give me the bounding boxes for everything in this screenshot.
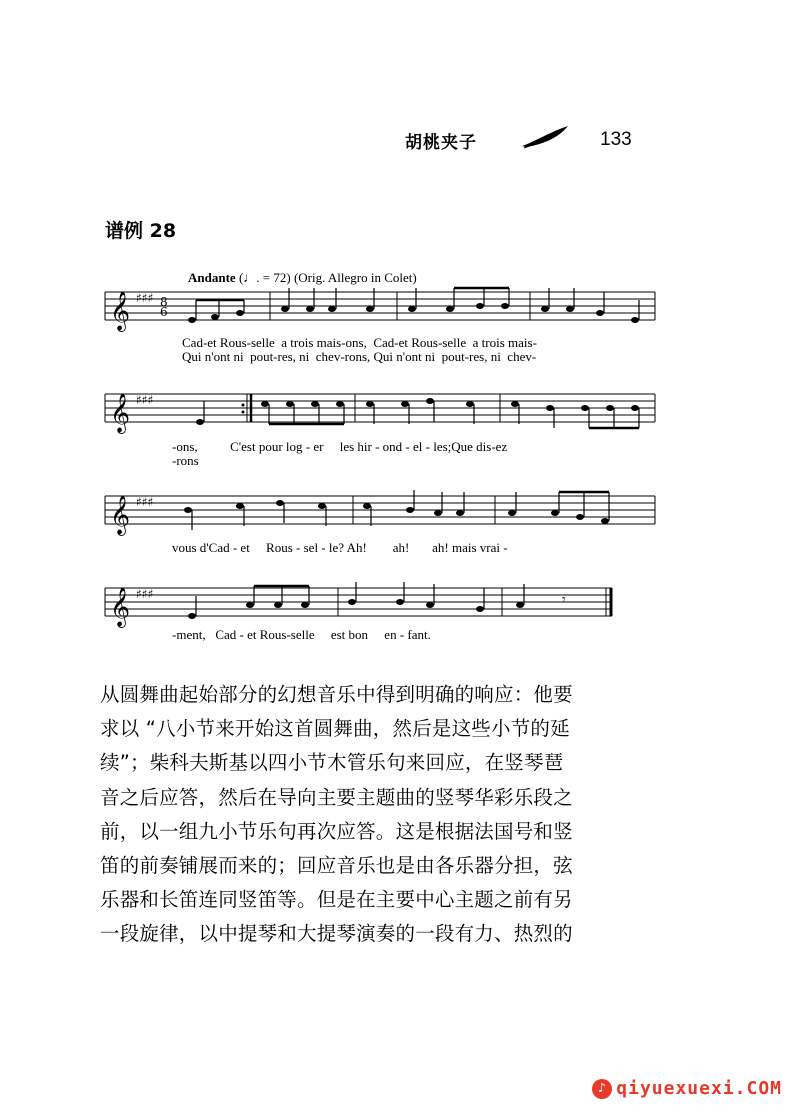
example-label: 谱例 28 — [105, 220, 177, 242]
site-watermark — [592, 1078, 782, 1099]
svg-text:𝄞: 𝄞 — [110, 393, 131, 433]
lyric-line: Cad-et Rous-selle a trois mais-ons, Cad-et Rous-selle a trois mais- — [182, 335, 537, 350]
tempo-word: Andante — [188, 270, 236, 285]
svg-text:𝄞: 𝄞 — [110, 495, 131, 535]
body-paragraph — [100, 678, 680, 952]
body-line: 笛的前奏铺展而来的；回应音乐也是由各乐器分担，弦 — [100, 854, 573, 878]
svg-text:6: 6 — [160, 305, 168, 319]
svg-text:𝄞: 𝄞 — [110, 587, 131, 627]
body-line: 乐器和长笛连同竖笛等。但是在主要中心主题之前有另 — [100, 888, 573, 912]
svg-text:𝄾: 𝄾 — [562, 592, 566, 608]
quill-icon — [520, 124, 570, 150]
music-staff-system-2 — [100, 384, 660, 434]
svg-text:♯♯♯: ♯♯♯ — [136, 495, 154, 509]
body-line: 一段旋律，以中提琴和大提琴演奏的一段有力、热烈的 — [100, 922, 573, 946]
lyric-line: -rons — [172, 453, 199, 468]
svg-text:♯♯♯: ♯♯♯ — [136, 587, 154, 601]
svg-text:8: 8 — [160, 295, 168, 309]
svg-text:♯♯♯: ♯♯♯ — [136, 393, 154, 407]
body-line: 音之后应答，然后在导向主要主题曲的竖琴华彩乐段之 — [100, 785, 573, 809]
lyric-line: -ment, Cad - et Rous-selle est bon en - fant. — [172, 627, 431, 642]
music-staff-system-1 — [100, 282, 660, 332]
body-line: 续”；柴科夫斯基以四小节木管乐句来回应，在竖琴琶 — [100, 751, 564, 775]
watermark-text: qiyuexuexi.COM — [616, 1078, 782, 1099]
tempo-note: (Orig. Allegro in Colet) — [293, 270, 417, 285]
book-title: 胡桃夹子 — [405, 133, 477, 153]
svg-text:♯♯♯: ♯♯♯ — [136, 291, 154, 305]
music-staff-system-4 — [100, 578, 620, 628]
metronome-mark: (♩. = 72) — [238, 270, 291, 285]
lyric-line: vous d'Cad - et Rous - sel - le? Ah! ah! ah! mais vrai - — [172, 540, 508, 555]
page-number: 133 — [600, 129, 632, 150]
lyric-line: -ons, C'est pour log - er les hir - ond - el - les;Que dis-ez — [172, 439, 508, 454]
body-line: 求以 “八小节来开始这首圆舞曲，然后是这些小节的延 — [100, 717, 570, 741]
music-note-icon: ♪ — [592, 1079, 612, 1099]
svg-text:𝄞: 𝄞 — [110, 291, 131, 331]
body-line: 前，以一组九小节乐句再次应答。这是根据法国号和竖 — [100, 819, 573, 843]
music-staff-system-3 — [100, 486, 660, 536]
body-line: 从圆舞曲起始部分的幻想音乐中得到明确的响应：他要 — [100, 683, 573, 706]
lyric-line: Qui n'ont ni pout-res, ni chev-rons, Qui n'ont ni pout-res, ni chev- — [182, 349, 537, 364]
